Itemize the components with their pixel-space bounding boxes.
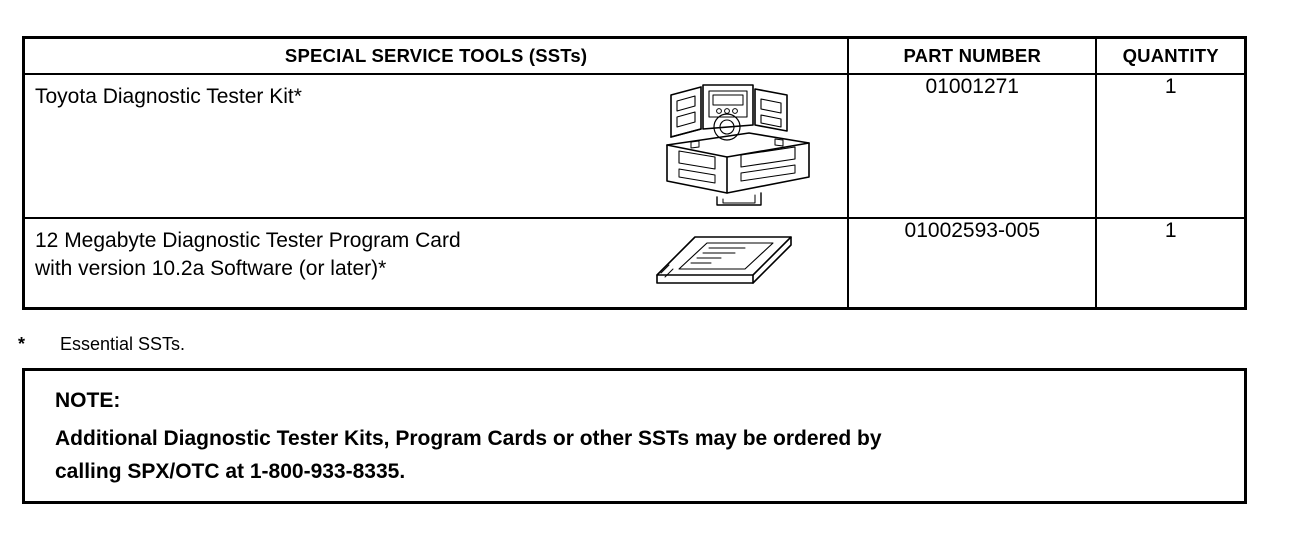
table-header <box>24 38 1246 75</box>
column-header-part-number: PART NUMBER <box>848 38 1096 75</box>
note-title: NOTE: <box>55 389 121 412</box>
tool-cell <box>24 218 849 309</box>
special-service-tools-table <box>22 36 1247 310</box>
note-body <box>55 423 1244 488</box>
part-number-cell: 01001271 <box>848 74 1096 218</box>
program-card-illustration <box>649 229 799 297</box>
quantity-cell: 1 <box>1096 218 1245 309</box>
tool-cell <box>24 74 849 218</box>
table-body <box>24 74 1246 309</box>
table-row <box>24 218 1246 309</box>
footnote-marker: * <box>18 334 26 354</box>
note-body-line-1: Additional Diagnostic Tester Kits, Program Cards or other SSTs may be ordered by <box>55 427 882 450</box>
quantity-cell: 1 <box>1096 74 1245 218</box>
footnote <box>18 334 185 355</box>
table-header-row <box>24 38 1246 75</box>
table-row <box>24 74 1246 218</box>
tool-description-line-1: Toyota Diagnostic Tester Kit* <box>35 85 302 108</box>
column-header-quantity: QUANTITY <box>1096 38 1245 75</box>
part-number-cell: 01002593-005 <box>848 218 1096 309</box>
footnote-text: Essential SSTs. <box>60 334 186 354</box>
note-box <box>22 368 1247 504</box>
note-body-line-2: calling SPX/OTC at 1-800-933-8335. <box>55 459 406 483</box>
column-header-tool: SPECIAL SERVICE TOOLS (SSTs) <box>24 38 849 75</box>
diagnostic-tester-kit-case-illustration <box>657 81 817 213</box>
tool-description-line-1: 12 Megabyte Diagnostic Tester Program Card <box>35 229 461 252</box>
tool-description-line-2: with version 10.2a Software (or later)* <box>35 257 387 281</box>
